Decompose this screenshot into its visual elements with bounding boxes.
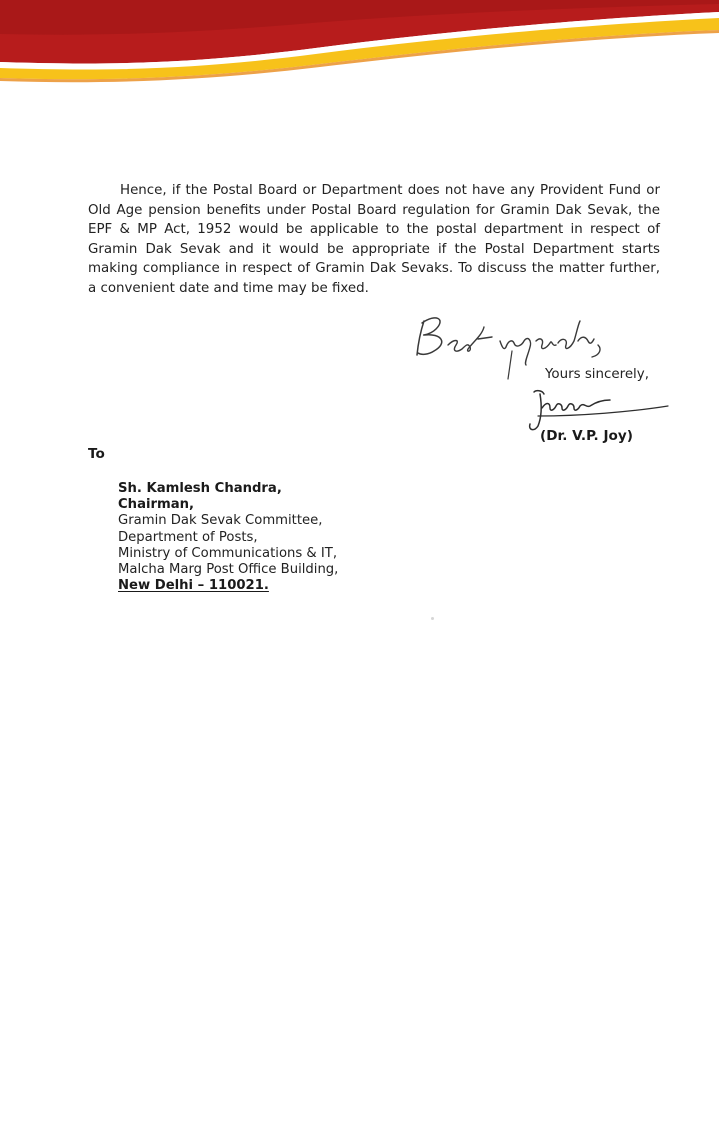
recipient-city: New Delhi – 110021.: [118, 578, 269, 594]
recipient-name: Sh. Kamlesh Chandra,: [118, 481, 282, 496]
recipient-ministry: Ministry of Communications & IT,: [118, 545, 338, 561]
recipient-department: Department of Posts,: [118, 529, 258, 545]
recipient-building: Malcha Marg Post Office Building,: [118, 562, 339, 578]
closing-text: Yours sincerely,: [545, 367, 649, 382]
recipient-title: Chairman,: [118, 497, 195, 513]
signatory-name: (Dr. V.P. Joy): [540, 428, 633, 444]
header-decorative-band: [0, 0, 719, 90]
to-label: To: [88, 446, 105, 462]
scan-speck: [431, 617, 434, 620]
recipient-address-block: [118, 481, 338, 594]
letter-body-paragraph: Hence, if the Postal Board or Department does not have any Provident Fund or Old Age pension benefits under Postal Board regulation for Gramin Dak Sevak, the EPF & MP Act, 1952 would be applicable to the postal department in respect of Gramin Dak Sevak and it would be appropriate if the Postal Department starts making compliance in respect of Gramin Dak Sevaks. To discuss the matter further, a convenient date and time may be fixed.: [88, 183, 660, 296]
recipient-committee: Gramin Dak Sevak Committee,: [118, 513, 323, 529]
